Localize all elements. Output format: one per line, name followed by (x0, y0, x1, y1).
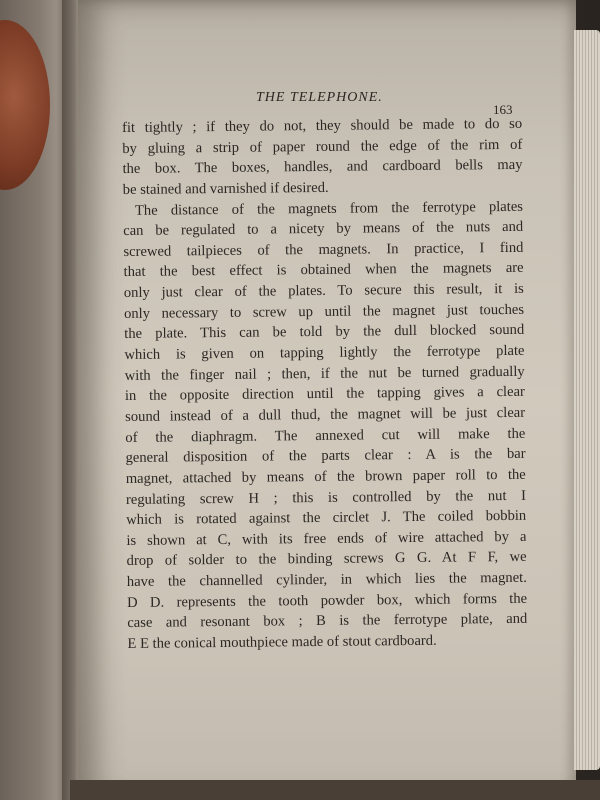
text-line: the box. The boxes, handles, and cardboard bells may (122, 157, 523, 178)
text-line: The distance of the magnets from the ferrotype plates (134, 198, 524, 219)
text-line: which is rotated against the circlet J. The coiled bobbin (126, 507, 527, 529)
page-edges (574, 30, 600, 770)
text-line: of the diaphragm. The annexed cut will make the (125, 425, 526, 446)
text-line: with the finger nail ; then, if the nut be turned gradually (124, 363, 525, 384)
text-line: in the opposite direction until the tapping gives a clear (124, 384, 525, 405)
text-line: fit tightly ; if they do not, they should be made to do so (122, 115, 523, 136)
text-line: only necessary to screw up until the magnet just touches (123, 301, 525, 322)
text-line: have the channelled cylinder, in which lies the magnet. (126, 569, 527, 591)
text-line: D D. represents the tooth powder box, which forms the (126, 590, 528, 611)
text-line: sound instead of a dull thud, the magnet will be just clear (125, 404, 526, 425)
text-line: be stained and varnished if desired. (122, 179, 329, 198)
page-number: 163 (493, 102, 513, 117)
text-line: the plate. This can be told by the dull blocked sound (124, 322, 525, 343)
text-line: E E the conical mouthpiece made of stout cardboard. (127, 632, 437, 652)
text-line: general disposition of the parts clear : A is the bar (125, 446, 526, 467)
text-line: is shown at C, with its free ends of wire attached by a (126, 528, 527, 549)
text-line: screwed tailpieces of the magnets. In practice, I find (123, 239, 524, 260)
text-line: which is given on tapping lightly the ferrotype plate (124, 342, 525, 364)
text-line: case and resonant box ; B is the ferrotype plate, and (127, 611, 528, 632)
running-head: THE TELEPHONE. (256, 90, 383, 105)
text-line: drop of solder to the binding screws G G. At F F, we (126, 549, 527, 570)
text-line: by gluing a strip of paper round the edge of the rim of (122, 136, 523, 157)
text-line: regulating screw H ; this is controlled by the nut I (125, 487, 527, 508)
text-line: only just clear of the plates. To secure this result, it is (123, 280, 524, 302)
body-text (122, 114, 528, 655)
text-line: that the best effect is obtained when the magnets are (123, 260, 524, 281)
book-cover-edge (70, 780, 600, 800)
text-line: can be regulated to a nicety by means of the nuts and (123, 219, 524, 240)
text-line: magnet, attached by means of the brown paper roll to the (125, 466, 526, 487)
